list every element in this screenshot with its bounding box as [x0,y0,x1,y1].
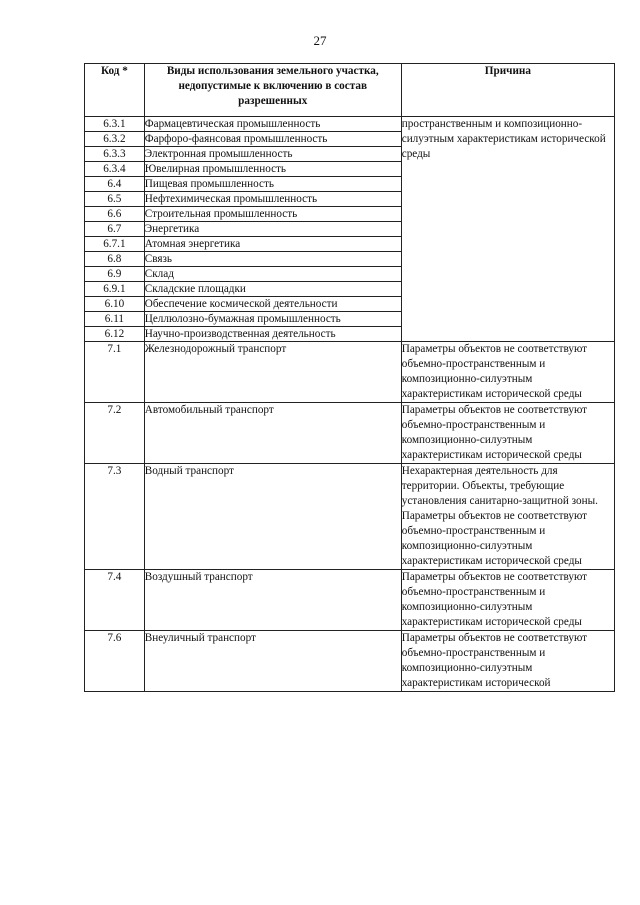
row-code: 6.12 [85,327,145,342]
row-reason: Параметры объектов не соответствуют объемно-пространственным и композиционно-силуэтным характеристикам исторической среды [401,342,614,403]
row-code: 6.9.1 [85,282,145,297]
header-code: Код * [85,64,145,117]
row-use-name: Атомная энергетика [144,237,401,252]
land-use-table [84,63,615,692]
row-code: 6.6 [85,207,145,222]
table-row [85,342,615,403]
row-reason: Нехарактерная деятельность для территории. Объекты, требующие установления санитарно-защитной зоны. Параметры объектов не соответствуют объемно-пространственным и композиционно-силуэтным характеристикам исторической среды [401,464,614,570]
table-row [85,570,615,631]
row-use-name: Воздушный транспорт [144,570,401,631]
row-use-name: Фарфоро-фаянсовая промышленность [144,132,401,147]
row-use-name: Пищевая промышленность [144,177,401,192]
row-use-name: Железнодорожный транспорт [144,342,401,403]
row-code: 6.3.1 [85,117,145,132]
row-code: 6.3.3 [85,147,145,162]
row-use-name: Автомобильный транспорт [144,403,401,464]
row-use-name: Фармацевтическая промышленность [144,117,401,132]
row-use-name: Водный транспорт [144,464,401,570]
row-use-name: Склад [144,267,401,282]
row-use-name: Связь [144,252,401,267]
row-code: 6.8 [85,252,145,267]
row-reason: пространственным и композиционно-силуэтным характеристикам исторической среды [401,117,614,342]
table-header-row [85,64,615,117]
header-use: Виды использования земельного участка, недопустимые к включению в состав разрешенных [144,64,401,117]
table-row [85,117,615,132]
row-code: 6.9 [85,267,145,282]
row-use-name: Научно-производственная деятельность [144,327,401,342]
row-code: 6.7.1 [85,237,145,252]
row-reason: Параметры объектов не соответствуют объемно-пространственным и композиционно-силуэтным характеристикам исторической [401,631,614,692]
row-reason: Параметры объектов не соответствуют объемно-пространственным и композиционно-силуэтным характеристикам исторической среды [401,570,614,631]
row-code: 6.4 [85,177,145,192]
row-code: 6.10 [85,297,145,312]
row-use-name: Строительная промышленность [144,207,401,222]
row-use-name: Ювелирная промышленность [144,162,401,177]
row-use-name: Энергетика [144,222,401,237]
row-reason: Параметры объектов не соответствуют объемно-пространственным и композиционно-силуэтным характеристикам исторической среды [401,403,614,464]
row-use-name: Складские площадки [144,282,401,297]
row-code: 7.3 [85,464,145,570]
table-row [85,631,615,692]
row-code: 7.1 [85,342,145,403]
header-reason: Причина [401,64,614,117]
table-body [85,117,615,692]
table-row [85,464,615,570]
row-code: 7.6 [85,631,145,692]
row-use-name: Электронная промышленность [144,147,401,162]
row-use-name: Внеуличный транспорт [144,631,401,692]
row-code: 6.3.2 [85,132,145,147]
row-code: 6.11 [85,312,145,327]
row-code: 7.2 [85,403,145,464]
row-use-name: Обеспечение космической деятельности [144,297,401,312]
row-code: 6.7 [85,222,145,237]
row-use-name: Нефтехимическая промышленность [144,192,401,207]
row-code: 6.3.4 [85,162,145,177]
row-code: 7.4 [85,570,145,631]
page-number: 27 [313,33,327,48]
row-use-name: Целлюлозно-бумажная промышленность [144,312,401,327]
row-code: 6.5 [85,192,145,207]
table-row [85,403,615,464]
